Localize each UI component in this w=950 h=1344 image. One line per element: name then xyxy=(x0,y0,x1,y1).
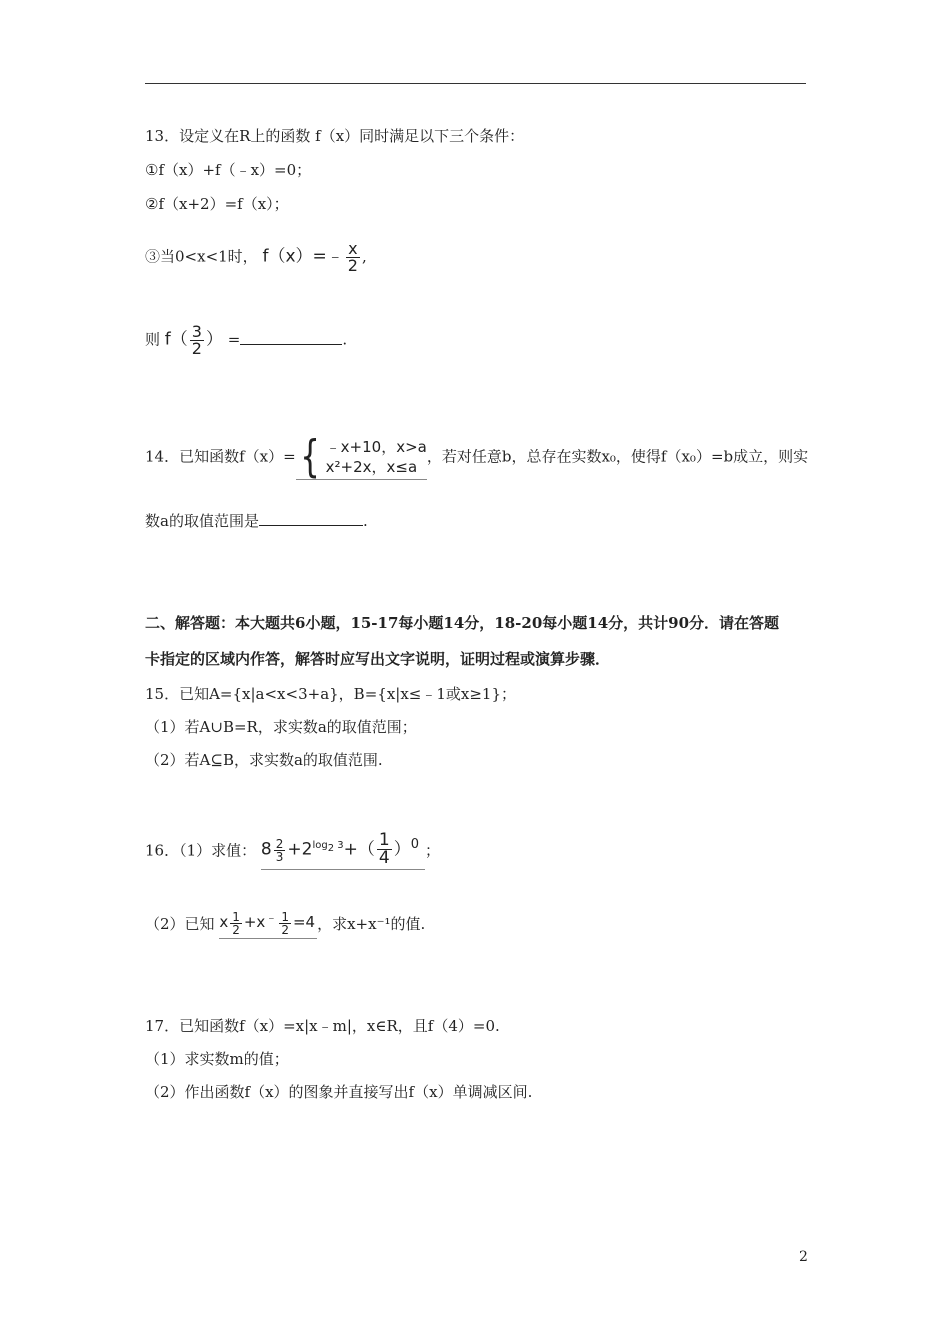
q17-stem: 17．已知函数f（x）=x|x﹣m|，x∈R，且f（4）=0. xyxy=(145,1017,500,1035)
q13-ask-fraction xyxy=(190,324,204,357)
q13-c3-prefix: ③当0<x<1时， xyxy=(145,247,258,266)
q13-c3-suffix: , xyxy=(361,247,367,266)
q15-part-1: （1）若A∪B=R，求实数a的取值范围； xyxy=(145,718,417,736)
q16-p1-log: log xyxy=(312,839,328,851)
q16-p1-exp-den: 3 xyxy=(275,849,284,864)
q16-p1-exponent xyxy=(274,838,286,863)
header-rule xyxy=(145,83,806,84)
q14-case-1: ﹣x+10，x>a xyxy=(325,437,427,456)
q16-p2-e2-sign: ﹣ xyxy=(265,910,278,924)
q16-p1-logarg: 3 xyxy=(337,839,344,851)
q15-part-2: （2）若A⊆B，求实数a的取值范围. xyxy=(145,751,383,769)
q13-ask-denominator: 2 xyxy=(191,339,202,358)
q14-cases xyxy=(326,437,427,478)
q16-p2-exp2 xyxy=(279,911,291,936)
q15-stem: 15．已知A={x|a<x<3+a}，B={x|x≤﹣1或x≥1}； xyxy=(145,685,517,703)
q16-p1-exp-num: 2 xyxy=(275,836,284,851)
q16-p2-suffix: ，求x+x⁻¹的值. xyxy=(317,914,426,933)
q16-part-1 xyxy=(145,832,440,870)
q13-c3-denominator: 2 xyxy=(347,256,358,275)
q16-p2-e1-den: 2 xyxy=(232,923,240,937)
q13-c3-fraction xyxy=(346,241,360,274)
q13-condition-3 xyxy=(145,241,367,274)
q13-condition-2: ②f（x+2）=f（x）； xyxy=(145,195,289,213)
page-number: 2 xyxy=(799,1249,808,1265)
q16-p1-frac-num: 1 xyxy=(378,830,390,850)
q16-p2-e2-den: 2 xyxy=(281,923,289,937)
section2-heading-line-1: 二、解答题：本大题共6小题，15-17每小题14分，18-20每小题14分，共计90分．请在答题 xyxy=(145,614,780,632)
q14-answer-blank[interactable] xyxy=(259,525,363,526)
q13-c3-fx: f（x）=﹣ xyxy=(262,246,344,267)
q13-ask-prefix: 则 xyxy=(145,330,161,349)
q16-p1-exp0: 0 xyxy=(410,836,419,852)
q13-ask-numerator: 3 xyxy=(191,322,202,341)
q14-line-2 xyxy=(145,512,368,532)
q13-ask-end: . xyxy=(342,330,348,349)
q17-part-1: （1）求实数m的值； xyxy=(145,1050,289,1068)
q14-piecewise xyxy=(296,431,427,482)
q14-case-2: x²+2x，x≤a xyxy=(325,458,418,476)
q16-p1-close: ） xyxy=(393,839,411,860)
q13-stem: 13．设定义在R上的函数 f（x）同时满足以下三个条件： xyxy=(145,127,525,145)
q13-condition-1: ①f（x）+f（﹣x）=0； xyxy=(145,161,312,179)
q13-answer-blank[interactable] xyxy=(240,344,342,345)
q16-p2-e2-num: 1 xyxy=(281,910,289,924)
q14-line2-end: . xyxy=(362,512,368,530)
q17-part-2: （2）作出函数f（x）的图象并直接写出f（x）单调减区间. xyxy=(145,1083,533,1101)
q14-brace: { xyxy=(299,431,320,482)
q16-p2-expression xyxy=(219,910,317,939)
q16-p2-exp1 xyxy=(230,911,242,936)
q16-p2-x1: x xyxy=(219,913,229,931)
q16-p1-base8: 8 xyxy=(260,839,272,860)
q16-p1-fraction xyxy=(377,832,392,867)
q16-p2-eq: =4 xyxy=(292,913,316,931)
q16-p2-plus: +x xyxy=(243,913,266,931)
section2-heading-line-2: 卡指定的区域内作答，解答时应写出文字说明，证明过程或演算步骤． xyxy=(145,650,611,668)
q16-p1-plus2: +（ xyxy=(343,839,375,860)
q16-p2-e1-num: 1 xyxy=(232,910,240,924)
q16-p1-expression xyxy=(261,832,425,870)
q16-p1-logbase: 2 xyxy=(327,842,335,854)
q13-question xyxy=(145,324,347,357)
q16-p2-prefix: （2）已知 xyxy=(145,914,215,933)
q14-prefix: 14．已知函数f（x）= xyxy=(145,447,296,466)
q14-line2-prefix: 数a的取值范围是 xyxy=(145,512,259,530)
q16-p1-frac-den: 4 xyxy=(378,848,390,868)
q16-p1-end: ； xyxy=(425,841,441,860)
q14-line-1 xyxy=(145,431,809,482)
q13-ask-equals: = xyxy=(227,330,241,349)
q16-p1-plus: +2 xyxy=(287,839,313,860)
q13-ask-close: ） xyxy=(205,329,223,350)
q13-c3-numerator: x xyxy=(348,239,358,258)
q14-suffix: ，若对任意b，总存在实数x₀，使得f（x₀）=b成立，则实 xyxy=(426,447,809,466)
q16-part-2 xyxy=(145,910,425,939)
q16-p1-prefix: 16．（1）求值： xyxy=(145,841,257,860)
q13-ask-f: f（ xyxy=(164,329,188,350)
